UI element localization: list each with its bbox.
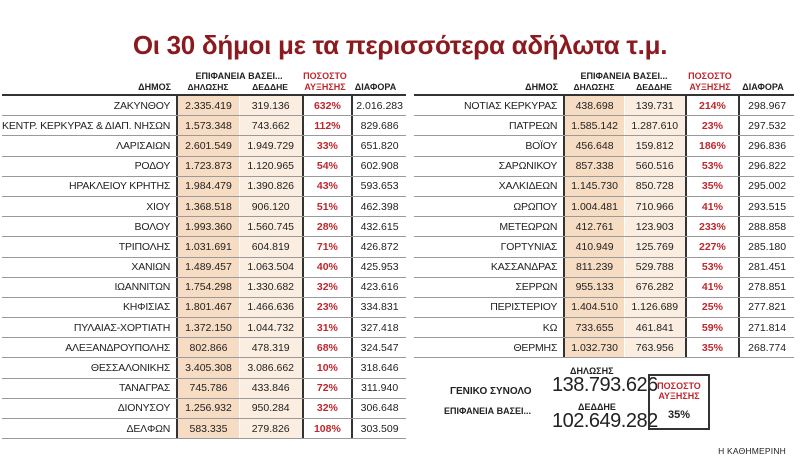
deddie-cell: 1.390.826: [240, 177, 302, 196]
municipality-cell: ΠΕΡΙΣΤΕΡΙΟΥ: [490, 301, 558, 314]
increase-pct-cell: 43%: [316, 180, 338, 193]
difference-cell: 271.814: [748, 321, 787, 334]
increase-pct-cell: 227%: [699, 240, 726, 253]
deddie-cell: 1.044.732: [240, 318, 302, 337]
totals-pct-box: [648, 374, 710, 430]
municipality-cell: ΔΕΛΦΩΝ: [126, 422, 171, 435]
increase-pct-cell: 40%: [316, 261, 338, 274]
municipality-cell: ΓΟΡΤΥΝΙΑΣ: [500, 240, 558, 253]
municipality-cell: ΠΑΤΡΕΩΝ: [508, 119, 558, 132]
deddie-cell: 1.330.682: [240, 278, 302, 297]
increase-pct-cell: 32%: [316, 281, 338, 294]
table-row: [414, 157, 794, 177]
totals-declaration-label: ΔΗΛΩΣΗΣ: [570, 366, 614, 376]
header-area-group: [177, 70, 301, 94]
increase-pct-cell: 23%: [316, 301, 338, 314]
difference-cell: 425.953: [360, 261, 399, 274]
totals-pct-label: ΠΟΣΟΣΤΟ ΑΥΞΗΣΗΣ: [657, 381, 701, 401]
deddie-cell: 1.287.610: [625, 116, 685, 135]
deddie-cell: 159.812: [625, 136, 685, 155]
totals-panel: [440, 364, 740, 436]
page-title: Οι 30 δήμοι με τα περισσότερα αδήλωτα τ.μ.: [132, 30, 668, 60]
header-deddie: ΔΕΔΔΗΕ: [252, 82, 288, 92]
declaration-cell: 1.404.510: [565, 298, 625, 317]
increase-pct-cell: 54%: [316, 160, 338, 173]
declaration-cell: 1.368.518: [178, 197, 240, 216]
header-difference: ΔΙΑΦΟΡΑ: [354, 82, 397, 92]
declaration-cell: 412.761: [565, 217, 625, 236]
difference-cell: 602.908: [360, 160, 399, 173]
declaration-cell: 1.032.730: [565, 338, 625, 357]
deddie-cell: 763.956: [625, 338, 685, 357]
municipality-cell: ΠΥΛΑΙΑΣ-ΧΟΡΤΙΑΤΗ: [73, 321, 171, 334]
municipality-cell: ΣΑΡΩΝΙΚΟΥ: [498, 160, 558, 173]
increase-pct-cell: 10%: [316, 362, 338, 375]
increase-pct-cell: 28%: [316, 220, 338, 233]
table-row: [2, 399, 406, 419]
table-row: [2, 258, 406, 278]
declaration-cell: 1.031.691: [178, 237, 240, 256]
deddie-cell: 139.731: [625, 96, 685, 115]
declaration-cell: 1.984.479: [178, 177, 240, 196]
deddie-cell: 906.120: [240, 197, 302, 216]
table-row: [414, 338, 794, 358]
municipality-cell: ΚΑΣΣΑΝΔΡΑΣ: [490, 261, 558, 274]
table-row: [2, 136, 406, 156]
table-row: [414, 96, 794, 116]
municipality-cell: ΖΑΚΥΝΘΟΥ: [113, 99, 171, 112]
left-table-header: [2, 70, 406, 96]
difference-cell: 432.615: [360, 220, 399, 233]
header-municipality: ΔΗΜΟΣ: [138, 82, 171, 92]
difference-cell: 651.820: [360, 139, 399, 152]
totals-deddie-value: 102.649.282: [552, 410, 658, 432]
difference-cell: 288.858: [748, 220, 787, 233]
deddie-cell: 1.560.745: [240, 217, 302, 236]
declaration-cell: 802.866: [178, 338, 240, 357]
header-municipality: ΔΗΜΟΣ: [525, 82, 558, 92]
declaration-cell: 1.573.348: [178, 116, 240, 135]
municipality-cell: ΧΙΟΥ: [146, 200, 171, 213]
municipality-cell: ΧΑΛΚΙΔΕΩΝ: [498, 180, 558, 193]
municipality-cell: ΒΟΛΟΥ: [134, 220, 171, 233]
left-table-body: [2, 96, 406, 439]
increase-pct-cell: 72%: [316, 382, 338, 395]
deddie-cell: 604.819: [240, 237, 302, 256]
left-table: [2, 70, 406, 439]
increase-pct-cell: 23%: [701, 119, 723, 132]
header-area-title: ΕΠΙΦΑΝΕΙΑ ΒΑΣΕΙ...: [580, 71, 668, 81]
increase-pct-cell: 53%: [701, 160, 723, 173]
municipality-cell: ΤΡΙΠΟΛΗΣ: [118, 240, 171, 253]
source-credit: Η ΚΑΘΗΜΕΡΙΝΗ: [718, 446, 786, 456]
difference-cell: 298.967: [748, 99, 787, 112]
municipality-cell: ΗΡΑΚΛΕΙΟΥ ΚΡΗΤΗΣ: [68, 180, 171, 193]
header-deddie: ΔΕΔΔΗΕ: [636, 82, 672, 92]
declaration-cell: 733.655: [565, 318, 625, 337]
table-row: [414, 177, 794, 197]
declaration-cell: 583.335: [178, 419, 240, 438]
table-row: [2, 419, 406, 439]
table-row: [2, 278, 406, 298]
header-declaration: ΔΗΛΩΣΗΣ: [187, 82, 229, 92]
header-area-group: [564, 70, 684, 94]
municipality-cell: ΜΕΤΕΩΡΩΝ: [499, 220, 558, 233]
increase-pct-cell: 41%: [701, 200, 723, 213]
declaration-cell: 1.489.457: [178, 258, 240, 277]
totals-area-label: ΕΠΙΦΑΝΕΙΑ ΒΑΣΕΙ...: [444, 406, 532, 416]
deddie-cell: 560.516: [625, 157, 685, 176]
right-table: [414, 70, 794, 358]
difference-cell: 311.940: [361, 382, 399, 395]
deddie-cell: 710.966: [625, 197, 685, 216]
municipality-cell: ΙΩΑΝΝΙΤΩΝ: [114, 281, 171, 294]
increase-pct-cell: 35%: [701, 341, 723, 354]
table-row: [414, 318, 794, 338]
totals-declaration-value: 138.793.626: [552, 374, 658, 396]
municipality-cell: ΤΑΝΑΓΡΑΣ: [119, 382, 171, 395]
header-declaration: ΔΗΛΩΣΗΣ: [573, 82, 615, 92]
difference-cell: 295.002: [748, 180, 787, 193]
difference-cell: 462.398: [360, 200, 399, 213]
difference-cell: 268.774: [748, 341, 787, 354]
declaration-cell: 2.335.419: [178, 96, 240, 115]
municipality-cell: ΝΟΤΙΑΣ ΚΕΡΚΥΡΑΣ: [464, 99, 558, 112]
header-difference: ΔΙΑΦΟΡΑ: [742, 82, 784, 92]
difference-cell: 285.180: [748, 240, 787, 253]
declaration-cell: 438.698: [565, 96, 625, 115]
difference-cell: 327.418: [360, 321, 399, 334]
increase-pct-cell: 186%: [699, 139, 726, 152]
table-row: [414, 237, 794, 257]
right-table-header: [414, 70, 794, 96]
difference-cell: 2.016.283: [356, 99, 403, 112]
table-row: [414, 136, 794, 156]
table-row: [2, 96, 406, 116]
difference-cell: 281.451: [748, 261, 787, 274]
increase-pct-cell: 25%: [701, 301, 723, 314]
table-row: [414, 217, 794, 237]
declaration-cell: 1.585.142: [565, 116, 625, 135]
difference-cell: 318.646: [360, 362, 399, 375]
deddie-cell: 1.126.689: [625, 298, 685, 317]
table-row: [2, 298, 406, 318]
increase-pct-cell: 31%: [316, 321, 338, 334]
declaration-cell: 456.648: [565, 136, 625, 155]
increase-pct-cell: 53%: [701, 261, 723, 274]
deddie-cell: 950.284: [240, 399, 302, 418]
increase-pct-cell: 59%: [701, 321, 723, 334]
declaration-cell: 1.801.467: [178, 298, 240, 317]
table-row: [2, 157, 406, 177]
municipality-cell: ΩΡΩΠΟΥ: [513, 200, 558, 213]
municipality-cell: ΔΙΟΝΥΣΟΥ: [117, 402, 171, 415]
declaration-cell: 1.145.730: [565, 177, 625, 196]
declaration-cell: 1.993.360: [178, 217, 240, 236]
deddie-cell: 850.728: [625, 177, 685, 196]
declaration-cell: 1.004.481: [565, 197, 625, 216]
deddie-cell: 125.769: [625, 237, 685, 256]
declaration-cell: 410.949: [565, 237, 625, 256]
municipality-cell: ΘΕΡΜΗΣ: [513, 341, 558, 354]
table-row: [414, 278, 794, 298]
difference-cell: 324.547: [360, 341, 399, 354]
deddie-cell: 3.086.662: [240, 358, 302, 377]
increase-pct-cell: 214%: [699, 99, 726, 112]
deddie-cell: 461.841: [625, 318, 685, 337]
declaration-cell: 3.405.308: [178, 358, 240, 377]
municipality-cell: ΚΩ: [542, 321, 558, 334]
declaration-cell: 955.133: [565, 278, 625, 297]
deddie-cell: 1.466.636: [240, 298, 302, 317]
totals-pct-value: 35%: [667, 409, 691, 421]
difference-cell: 303.509: [360, 422, 399, 435]
deddie-cell: 1.063.504: [240, 258, 302, 277]
totals-deddie-label: ΔΕΔΔΗΕ: [578, 402, 616, 412]
deddie-cell: 743.662: [240, 116, 302, 135]
increase-pct-cell: 51%: [316, 200, 338, 213]
table-row: [2, 116, 406, 136]
increase-pct-cell: 108%: [313, 422, 341, 435]
table-row: [2, 379, 406, 399]
increase-pct-cell: 71%: [316, 240, 338, 253]
declaration-cell: 1.754.298: [178, 278, 240, 297]
table-row: [2, 177, 406, 197]
difference-cell: 334.831: [360, 301, 399, 314]
declaration-cell: 745.786: [178, 379, 240, 398]
declaration-cell: 1.372.150: [178, 318, 240, 337]
deddie-cell: 676.282: [625, 278, 685, 297]
municipality-cell: ΣΕΡΡΩΝ: [515, 281, 558, 294]
table-row: [2, 358, 406, 378]
increase-pct-cell: 35%: [701, 180, 723, 193]
table-row: [414, 258, 794, 278]
difference-cell: 829.686: [360, 119, 399, 132]
increase-pct-cell: 233%: [699, 220, 726, 233]
declaration-cell: 1.256.932: [178, 399, 240, 418]
municipality-cell: ΚΗΦΙΣΙΑΣ: [122, 301, 171, 314]
municipality-cell: ΒΟΪΟΥ: [525, 139, 558, 152]
grand-total-label: ΓΕΝΙΚΟ ΣΥΝΟΛΟ: [450, 386, 532, 397]
table-row: [414, 197, 794, 217]
table-row: [414, 116, 794, 136]
deddie-cell: 478.319: [240, 338, 302, 357]
deddie-cell: 529.788: [625, 258, 685, 277]
increase-pct-cell: 112%: [314, 119, 341, 132]
table-row: [2, 338, 406, 358]
deddie-cell: 123.903: [625, 217, 685, 236]
municipality-cell: ΡΟΔΟΥ: [134, 160, 171, 173]
municipality-cell: ΧΑΝΙΩΝ: [131, 261, 171, 274]
difference-cell: 278.851: [748, 281, 787, 294]
deddie-cell: 279.826: [240, 419, 302, 438]
difference-cell: 423.616: [360, 281, 399, 294]
difference-cell: 426.872: [360, 240, 399, 253]
difference-cell: 297.532: [748, 119, 787, 132]
increase-pct-cell: 41%: [701, 281, 723, 294]
increase-pct-cell: 33%: [316, 139, 338, 152]
header-increase-pct: ΠΟΣΟΣΤΟ ΑΥΞΗΣΗΣ: [303, 71, 347, 92]
increase-pct-cell: 68%: [316, 341, 338, 354]
municipality-cell: ΑΛΕΞΑΝΔΡΟΥΠΟΛΗΣ: [65, 341, 171, 354]
declaration-cell: 811.239: [565, 258, 625, 277]
header-area-title: ΕΠΙΦΑΝΕΙΑ ΒΑΣΕΙ...: [195, 71, 283, 81]
table-row: [2, 217, 406, 237]
municipality-cell: ΚΕΝΤΡ. ΚΕΡΚΥΡΑΣ & ΔΙΑΠ. ΝΗΣΩΝ: [2, 119, 171, 132]
table-row: [2, 197, 406, 217]
declaration-cell: 2.601.549: [178, 136, 240, 155]
right-table-body: [414, 96, 794, 358]
increase-pct-cell: 32%: [316, 402, 338, 415]
declaration-cell: 1.723.873: [178, 157, 240, 176]
municipality-cell: ΛΑΡΙΣΑΙΩΝ: [116, 139, 171, 152]
difference-cell: 593.653: [360, 180, 399, 193]
header-increase-pct: ΠΟΣΟΣΤΟ ΑΥΞΗΣΗΣ: [688, 71, 732, 92]
difference-cell: 296.836: [748, 139, 787, 152]
difference-cell: 277.821: [748, 301, 787, 314]
declaration-cell: 857.338: [565, 157, 625, 176]
difference-cell: 293.515: [748, 200, 787, 213]
difference-cell: 296.822: [748, 160, 787, 173]
deddie-cell: 319.136: [240, 96, 302, 115]
increase-pct-cell: 632%: [313, 99, 341, 112]
deddie-cell: 1.120.965: [240, 157, 302, 176]
table-row: [414, 298, 794, 318]
difference-cell: 306.648: [360, 402, 399, 415]
table-row: [2, 237, 406, 257]
municipality-cell: ΘΕΣΣΑΛΟΝΙΚΗΣ: [90, 362, 171, 375]
table-row: [2, 318, 406, 338]
deddie-cell: 1.949.729: [240, 136, 302, 155]
deddie-cell: 433.846: [240, 379, 302, 398]
